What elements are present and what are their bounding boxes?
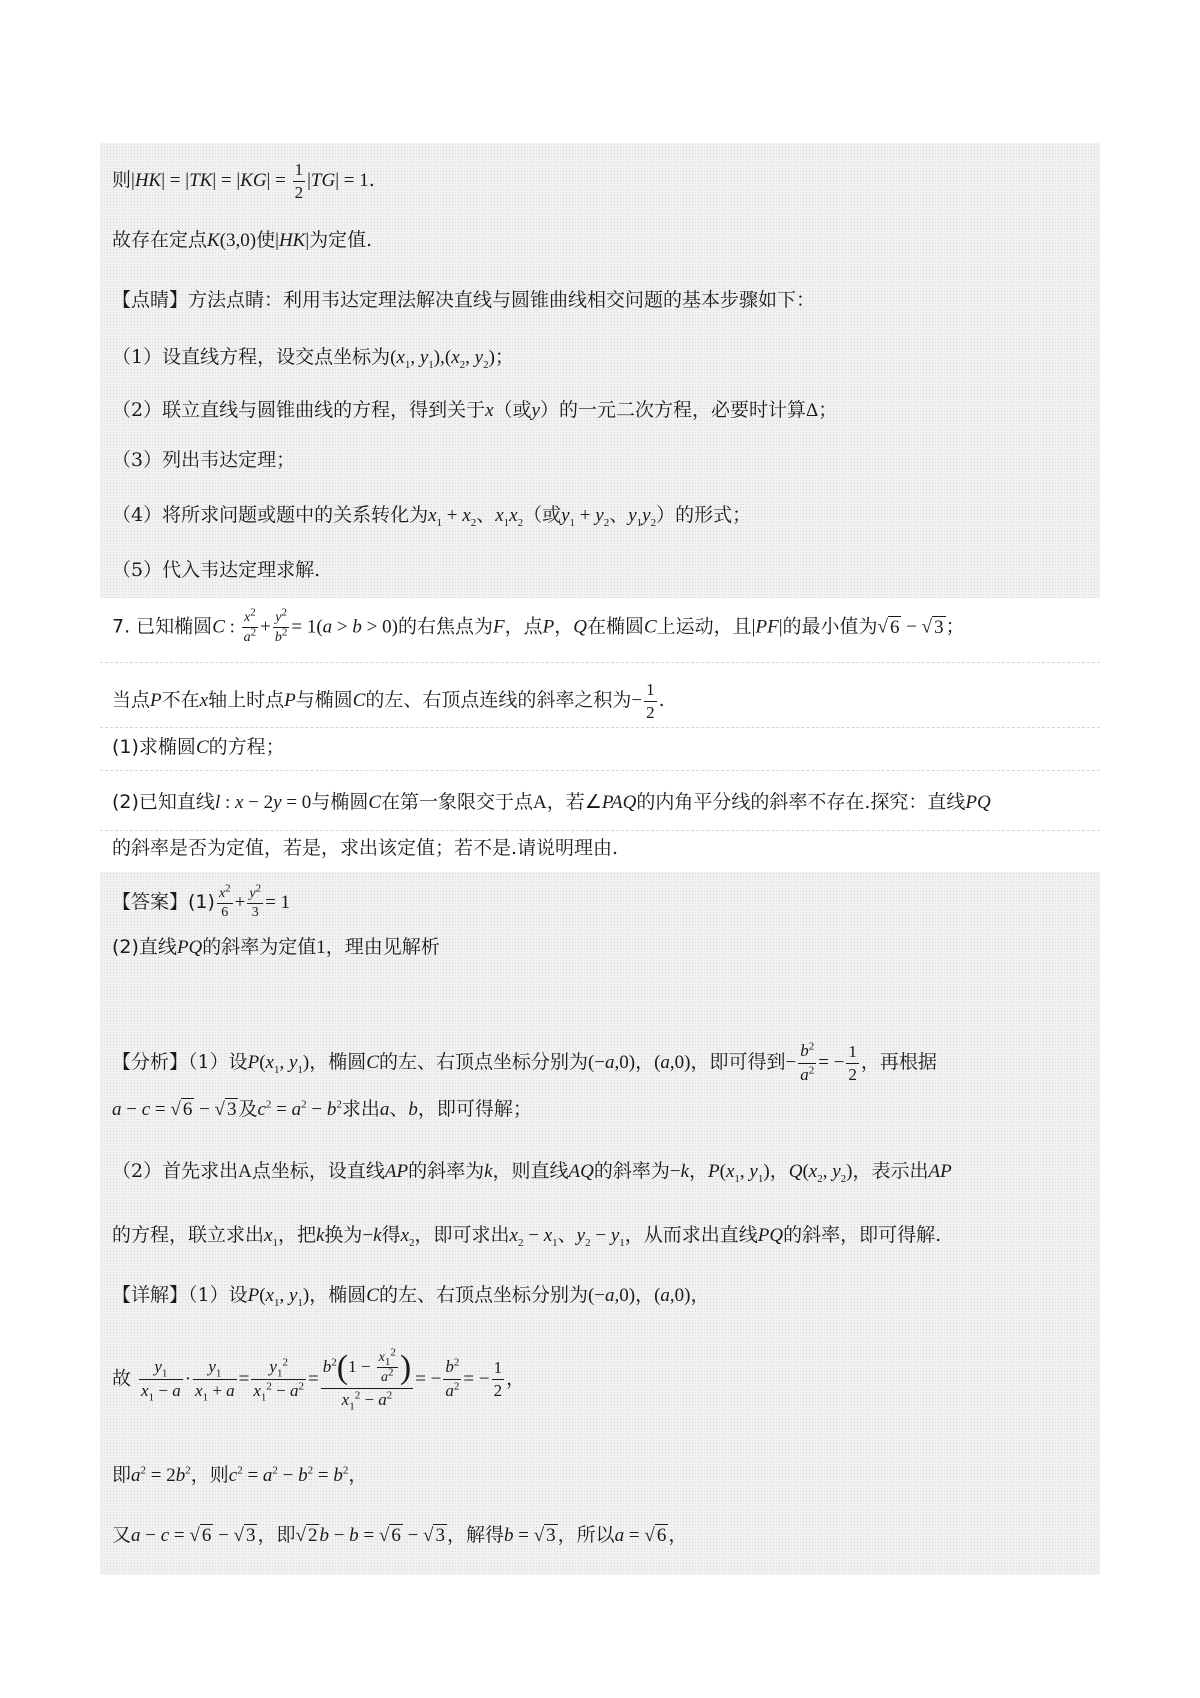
separator — [100, 727, 1100, 728]
separator — [100, 830, 1100, 831]
answer-1: 【答案】(1) $\frac{x^2}{6}$ + $\frac{y^2}{3}$ = 1 — [112, 882, 291, 921]
separator — [100, 770, 1100, 771]
text-line-6: （3）列出韦达定理； — [112, 449, 296, 471]
question-2-cont: 的斜率是否为定值，若是，求出该定值；若不是.请说明理由. — [112, 837, 619, 859]
analysis-2-cont: 的方程，联立求出$x_1$，把k换为−k得$x_2$，即可求出$x_2 - x_1$、$y_2 - y_1$，从而求出直线PQ的斜率，即可得解. — [112, 1224, 942, 1249]
analysis-1: 【分析】（1）设$P(x_1$, $y_1$)，椭圆C的左、右顶点坐标分别为(−a,0)，(a,0)，即可得到− $\frac{b^2}{a^2}$ = − $\frac{1}{2}$ ，再根据 — [112, 1040, 937, 1084]
detail-1: 【详解】（1）设$P(x_1$, $y_1$)，椭圆C的左、右顶点坐标分别为(−a,0)，(a,0)， — [112, 1284, 710, 1309]
text-line-3: 【点睛】方法点睛：利用韦达定理法解决直线与圆锥曲线相交问题的基本步骤如下： — [112, 289, 816, 311]
detail-3: 又a − c = √ 6 − √ 3 ，即√ 2 b − b = √ 6 − √ 3 ，解得b = √ 3 ，所以a = √ 6 ， — [112, 1524, 688, 1546]
detail-formula: 故 $\frac{y_1}{x_1 - a}$ · $\frac{y_1}{x_1 + a}$ = $\frac{y_1^2}{x_1^2 - a^2}$ = $b^2(1$ − $\frac{x_1^2}{a^2}$ ) $x_1^2 - a^2$ = − $\frac{b^2}{a^2}$ = − $\frac{1}{2}$ ， — [112, 1346, 526, 1413]
solution-block-top — [100, 143, 1100, 598]
answer-2: (2)直线PQ的斜率为定值1，理由见解析 — [112, 936, 440, 958]
text-line-5: （2）联立直线与圆锥曲线的方程，得到关于x（或y）的一元二次方程，必要时计算Δ； — [112, 399, 838, 421]
text-line-8: （5）代入韦达定理求解. — [112, 559, 321, 581]
separator — [100, 662, 1100, 663]
text-line-10: 当点P不在x轴上时点P与椭圆C的左、右顶点连线的斜率之积为− $\frac{1}{2}$ . — [112, 680, 665, 722]
text-line-1: 则|HK| = |TK| = |KG| = $\frac{1}{2}$ |TG| = 1. — [112, 160, 375, 202]
question-2: (2)已知直线l : x − 2y = 0与椭圆C在第一象限交于点A，若∠PAQ的内角平分线的斜率不存在.探究：直线PQ — [112, 791, 991, 813]
text-line-7: （4）将所求问题或题中的关系转化为$x_1 + x_2$、$x_1x_2$（或$y_1 + y_2$、$y_1y_2$）的形式； — [112, 504, 752, 529]
question-1: (1)求椭圆C的方程； — [112, 736, 285, 758]
text-line-4: （1）设直线方程，设交点坐标为($x_1$, $y_1),(x_2$, $y_2$)； — [112, 346, 514, 371]
analysis-2: （2）首先求出A点坐标，设直线AP的斜率为k，则直线AQ的斜率为−k，$P(x_1$, $y_1$)，$Q(x_2$, $y_2$)，表示出AP — [112, 1160, 952, 1185]
text-line-2: 故存在定点K(3,0)使|HK|为定值. — [112, 229, 373, 251]
detail-2: 即$a^2 = 2b^2$，则$c^2 = a^2 - b^2 = b^2$， — [112, 1464, 368, 1486]
problem-7-statement: 7. 已知椭圆C : $\frac{x^2}{a^2}$ + $\frac{y^2}{b^2}$ = 1(a > b > 0)的右焦点为F，点P，Q在椭圆C上运动，且|PF|的最小值为√ 6 − √ 3 ； — [112, 606, 965, 646]
analysis-1-cont: a − c = √ 6 − √ 3 及$c^2 = a^2 - b^2$求出a、b，即可得解； — [112, 1098, 532, 1120]
